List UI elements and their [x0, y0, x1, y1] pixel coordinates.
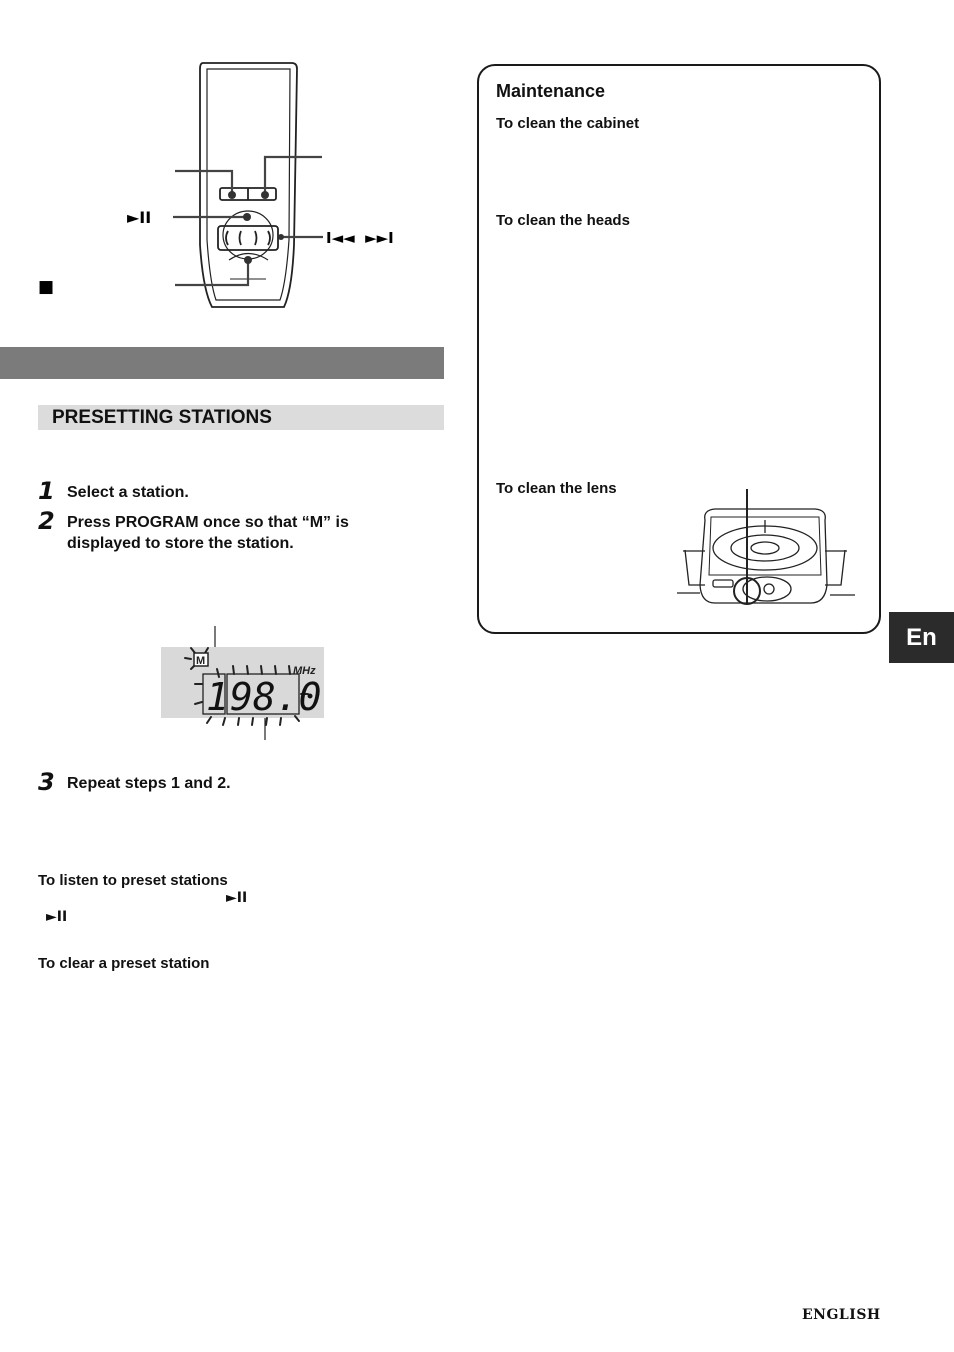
- section-divider-bar: [0, 347, 444, 379]
- stop-button-label: ■: [38, 277, 55, 297]
- step-1-number: 1: [38, 477, 55, 505]
- step-2-text: Press PROGRAM once so that “M” is displayed to store the station.: [67, 514, 349, 552]
- callout-lines: [173, 157, 323, 285]
- page-footer-language: ENGLISH: [802, 1307, 881, 1323]
- remote-control-diagram: [0, 55, 444, 325]
- skip-buttons-label: I◄◄ ►►I: [326, 229, 394, 247]
- preset-number: 1: [206, 675, 229, 719]
- step-3-number: 3: [38, 768, 55, 796]
- presetting-stations-heading: PRESETTING STATIONS: [38, 405, 444, 430]
- clean-heads-heading: To clean the heads: [496, 212, 630, 229]
- play-pause-symbol: ►II: [46, 909, 68, 925]
- language-tab: En: [889, 612, 954, 663]
- listen-preset-heading: To listen to preset stations: [38, 872, 228, 889]
- clean-lens-heading: To clean the lens: [496, 480, 617, 497]
- frequency-readout: 98.0: [230, 675, 322, 719]
- clear-preset-heading: To clear a preset station: [38, 955, 210, 972]
- play-pause-symbol-inline: ►II: [226, 890, 248, 906]
- maintenance-title: Maintenance: [496, 81, 606, 101]
- step-3-text: Repeat steps 1 and 2.: [67, 775, 231, 792]
- step-2-number: 2: [38, 507, 55, 535]
- clean-cabinet-heading: To clean the cabinet: [496, 115, 640, 132]
- memory-indicator: M: [196, 655, 206, 667]
- cd-lens-diagram: [675, 485, 860, 615]
- lcd-display-diagram: [155, 622, 330, 742]
- step-1-text: Select a station.: [67, 484, 189, 501]
- mhz-unit: MHz: [293, 665, 316, 677]
- play-pause-label: ►II: [127, 208, 152, 227]
